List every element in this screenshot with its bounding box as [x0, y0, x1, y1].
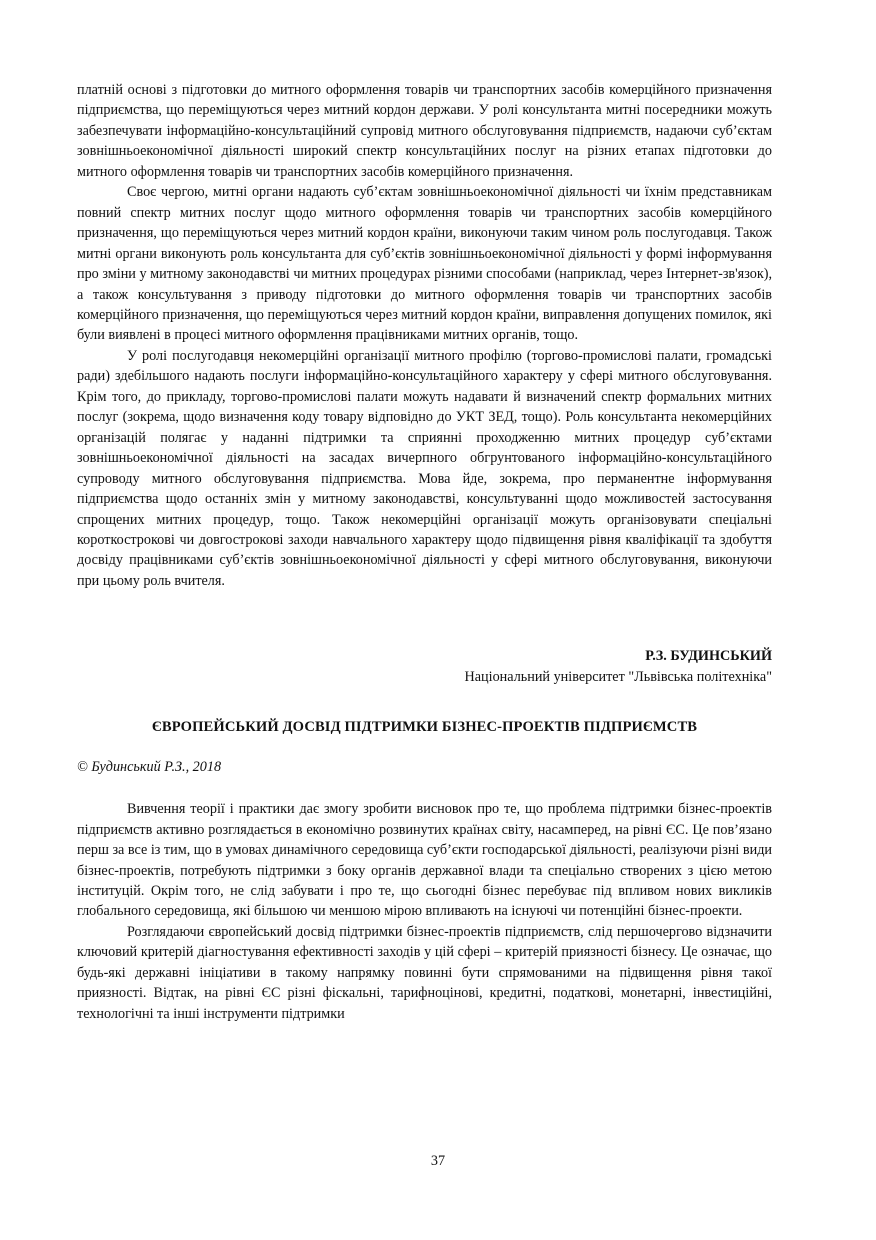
paragraph-4: Вивчення теорії і практики дає змогу зробити висновок про те, що проблема підтримки бізнес-проектів підприємств активно розглядається в економічно розвинутих країнах світу, насамперед, на рівні ЄС. Це пов’язано перш за все із тим, що в умовах динамічного середовища суб’єкти господарської діяльності, реалізуючи різні види бізнес-проектів, потребують підтримки з боку органів державної влади та спеціально створених з цією метою інституцій. Окрім того, не слід забувати і про те, що сьогодні бізнес перебуває під впливом нових викликів глобального середовища, які більшою чи меншою мірою впливають на існуючі чи потенційні бізнес-проекти. [77, 801, 773, 920]
author-block [77, 646, 772, 687]
author-name: Р.З. БУДИНСЬКИЙ [645, 648, 772, 665]
article-title: ЄВРОПЕЙСЬКИЙ ДОСВІД ПІДТРИМКИ БІЗНЕС-ПРОЕКТІВ ПІДПРИЄМСТВ [151, 719, 698, 736]
paragraph-5: Розглядаючи європейський досвід підтримки бізнес-проектів підприємств, слід першочергово відзначити ключовий критерій діагностування ефективності заходів у цій сфері – критерій приязності бізнесу. Це означає, що будь-які державні ініціативи в такому напрямку повинні бути спрямованими на підвищення рівня такої приязності. Відтак, на рівні ЄС різні фіскальні, тарифноцінові, кредитні, податкові, монетарні, інвестиційні, технологічні та інші інструменти підтримки [77, 923, 772, 1022]
page-number: 37 [430, 1153, 446, 1169]
paragraph-1: платній основі з підготовки до митного оформлення товарів чи транспортних засобів комерційного призначення підприємства, що переміщуються через митний кордон держави. У ролі консультанта митні посередники можуть забезпечувати інформаційно-консультаційний супровід митного обслуговування підприємств, надаючи суб’єктам зовнішньоекономічної діяльності широкий спектр консультаційних послуг на різних етапах підготовки до митного оформлення товарів чи транспортних засобів комерційного призначення. [77, 82, 772, 180]
copyright-line: © Будинський Р.З., 2018 [77, 758, 222, 775]
author-affiliation: Національний університет "Львівська політехніка" [464, 668, 772, 685]
paragraph-2: Своє чергою, митні органи надають суб’єктам зовнішньоекономічної діяльності чи їхнім представникам повний спектр митних послуг щодо митного оформлення товарів чи транспортних засобів комерційного призначення, що переміщуються через митний кордон країни, виконуючи таким чином роль послугодавця. Також митні органи виконують роль консультанта для суб’єктів зовнішньоекономічної діяльності у формі інформування про зміни у митному законодавстві чи митних процедурах різними способами (наприклад, через Інтернет-зв'язок), а також консультування з приводу підготовки до митного оформлення товарів чи транспортних засобів комерційного призначення, що переміщуються через митний кордон країни, виправлення допущених помилок, які були виявлені в процесі митного оформлення працівниками митних органів, тощо. [77, 184, 772, 344]
page-body [77, 80, 772, 1024]
paragraph-3: У ролі послугодавця некомерційні організації митного профілю (торгово-промислові палати, громадські ради) здебільшого надають послуги інформаційно-консультаційного характеру у сфері митного обслуговування. Крім того, до прикладу, торгово-промислові палати можуть надавати й визначений спектр формальних митних послуг (зокрема, щодо визначення коду товару відповідно до УКТ ЗЕД, тощо). Роль консультанта некомерційних організацій полягає у наданні підтримки та сприянні проходженню митних процедур суб’єктами зовнішньоекономічної діяльності на засадах вичерпного обгрунтованого інформаційно-консультаційного супроводу митного обслуговування підприємства. Мова йде, зокрема, про перманентне інформування підприємства щодо останніх змін у митному законодавстві, консультуванні щодо можливостей застосування спрощених митних процедур, тощо. Також некомерційні організації можуть організовувати спеціальні короткострокові чи довгострокові заходи навчального характеру щодо підвищення рівня кваліфікації та здобуття досвіду працівниками суб’єктів зовнішньоекономічної діяльності у сфері митного обслуговування, виконуючи при цьому роль вчителя. [77, 347, 772, 589]
